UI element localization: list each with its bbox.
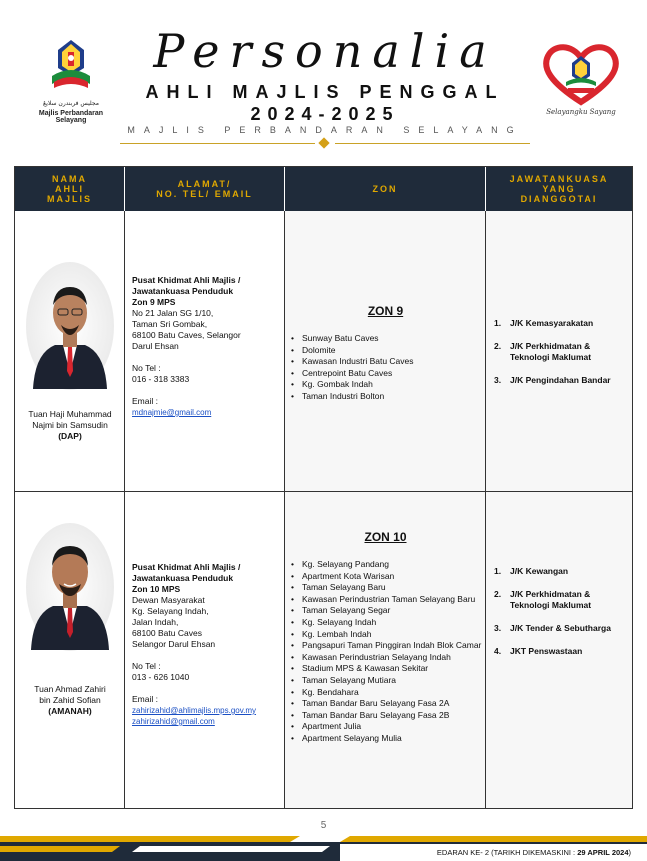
member-portrait-icon: [25, 261, 115, 391]
header-jawatankuasa-label: JAWATANKUASA YANG DIANGGOTAI: [509, 174, 609, 204]
committee-cell: [486, 492, 632, 808]
committee-number: 1.: [494, 318, 502, 328]
list-item: • Taman Selayang Baru: [291, 582, 483, 594]
zone-title: ZON 10: [364, 530, 407, 544]
email-link[interactable]: zahirizahid@ahlimajlis.mps.gov.my: [132, 706, 257, 715]
page-number: 5: [320, 820, 327, 831]
email-label: Email :: [132, 694, 158, 704]
address-line: No 21 Jalan SG 1/10,: [132, 308, 214, 318]
address-block: [132, 562, 282, 727]
spacer: [132, 352, 282, 363]
office-line: Zon 10 MPS: [132, 584, 181, 594]
address-line: Kg. Selayang Indah,: [132, 606, 209, 616]
member-portrait-icon: [25, 522, 115, 652]
tel-number: 016 - 318 3383: [132, 374, 190, 384]
list-item: • Pangsapuri Taman Pinggiran Indah Blok Camar: [291, 640, 483, 652]
tel-number: 013 - 626 1040: [132, 672, 190, 682]
member-name: [15, 684, 125, 717]
address-line: 68100 Batu Caves: [132, 628, 202, 638]
header-jawatankuasa: [486, 167, 632, 211]
member-party: (AMANAH): [48, 706, 92, 716]
email-label: Email :: [132, 396, 158, 406]
header-zon-label: ZON: [372, 184, 398, 194]
edition-note: [437, 848, 631, 857]
spacer: [132, 683, 282, 694]
address-line: Dewan Masyarakat: [132, 595, 205, 605]
address-line: Taman Sri Gombak,: [132, 319, 208, 329]
committee-label: JKT Penswastaan: [510, 646, 583, 656]
tel-label: No Tel :: [132, 363, 161, 373]
header-nama: [15, 167, 125, 211]
mps-logo: [26, 38, 116, 124]
header-zon: [285, 167, 486, 211]
list-item: • Kg. Selayang Pandang: [291, 559, 483, 571]
email-link[interactable]: mdnajmie@gmail.com: [132, 408, 212, 417]
list-item: • Kg. Gombak Indah: [291, 379, 483, 391]
office-line: Pusat Khidmat Ahli Majlis /: [132, 562, 241, 572]
list-item: • Apartment Selayang Mulia: [291, 733, 483, 745]
title-ahli-majlis: AHLI MAJLIS PENGGAL: [145, 82, 505, 102]
office-line: Jawatankuasa Penduduk: [132, 286, 234, 296]
list-item: [494, 318, 628, 329]
table-header: [15, 167, 632, 211]
edition-close: ): [628, 848, 631, 857]
committee-number: 1.: [494, 566, 502, 576]
zone-cell: [285, 211, 486, 491]
list-item: [494, 623, 628, 634]
committee-number: 4.: [494, 646, 502, 656]
member-name-line2: Najmi bin Samsudin: [32, 420, 108, 430]
mps-name: Majlis Perbandaran Selayang: [38, 110, 104, 124]
document-header: [0, 0, 647, 160]
mps-emblem-icon: [48, 38, 94, 96]
title-council-name: MAJLIS PERBANDARAN SELAYANG: [127, 125, 523, 135]
list-item: • Taman Bandar Baru Selayang Fasa 2B: [291, 710, 483, 722]
title-rule-left: [120, 143, 315, 144]
committee-number: 3.: [494, 623, 502, 633]
zone-area-list: [291, 559, 483, 745]
office-line: Jawatankuasa Penduduk: [132, 573, 234, 583]
edition-text: EDARAN KE- 2 (TARIKH DIKEMASKINI :: [436, 848, 578, 857]
address-line: Jalan Indah,: [132, 617, 179, 627]
list-item: • Taman Selayang Mutiara: [291, 675, 483, 687]
list-item: [494, 566, 628, 577]
member-name-line2: bin Zahid Sofian: [39, 695, 101, 705]
title-block: [120, 18, 530, 158]
member-name: [15, 409, 125, 442]
zone-title: ZON 9: [367, 304, 404, 318]
member-name-line1: Tuan Haji Muhammad: [28, 409, 112, 419]
address-cell: [125, 492, 285, 808]
committee-cell: [486, 211, 632, 491]
committee-label: J/K Tender & Sebutharga: [510, 623, 611, 633]
list-item: • Kg. Selayang Indah: [291, 617, 483, 629]
spacer: [132, 385, 282, 396]
committee-number: 2.: [494, 589, 502, 599]
member-name-line1: Tuan Ahmad Zahiri: [34, 684, 106, 694]
list-item: • Kawasan Perindustrian Selayang Indah: [291, 652, 483, 664]
list-item: • Kawasan Perindustrian Taman Selayang Baru: [291, 594, 483, 606]
table-row: [15, 211, 632, 492]
list-item: [494, 341, 628, 363]
header-alamat: [125, 167, 285, 211]
list-item: • Taman Industri Bolton: [291, 391, 483, 403]
title-diamond-icon: [318, 137, 329, 148]
address-line: 68100 Batu Caves, Selangor: [132, 330, 241, 340]
office-line: Pusat Khidmat Ahli Majlis /: [132, 275, 241, 285]
list-item: • Apartment Kota Warisan: [291, 571, 483, 583]
committee-list: [494, 318, 628, 398]
list-item: • Kg. Lembah Indah: [291, 629, 483, 641]
email-link[interactable]: zahirizahid@gmail.com: [132, 717, 215, 726]
spacer: [132, 650, 282, 661]
title-rule-right: [335, 143, 530, 144]
member-party: (DAP): [58, 431, 82, 441]
committee-label: J/K Perkhidmatan & Teknologi Maklumat: [510, 589, 592, 610]
committee-label: J/K Pengindahan Bandar: [510, 375, 611, 385]
address-line: Selangor Darul Ehsan: [132, 639, 216, 649]
edition-date: 29 APRIL 2024: [577, 848, 629, 857]
committee-label: J/K Perkhidmatan & Teknologi Maklumat: [510, 341, 592, 362]
tel-label: No Tel :: [132, 661, 161, 671]
list-item: • Stadium MPS & Kawasan Sekitar: [291, 663, 483, 675]
selayangku-sayang-logo: [536, 42, 626, 128]
committee-label: J/K Kemasyarakatan: [510, 318, 594, 328]
table-row: [15, 492, 632, 808]
committee-number: 3.: [494, 375, 502, 385]
heart-emblem-icon: [540, 42, 622, 106]
committee-label: J/K Kewangan: [510, 566, 569, 576]
zone-area-list: [291, 333, 483, 403]
list-item: • Apartment Julia: [291, 721, 483, 733]
title-personalia: Personalia: [153, 24, 497, 78]
slogan-text: Selayangku Sayang: [546, 108, 616, 116]
address-block: [132, 275, 282, 418]
list-item: • Dolomite: [291, 345, 483, 357]
committee-list: [494, 566, 628, 669]
office-line: Zon 9 MPS: [132, 297, 176, 307]
title-term-years: 2024-2025: [250, 104, 400, 124]
zone-cell: [285, 492, 486, 808]
header-nama-label: NAMA AHLI MAJLIS: [46, 174, 92, 204]
member-cell: [15, 211, 125, 491]
list-item: • Taman Selayang Segar: [291, 605, 483, 617]
list-item: [494, 589, 628, 611]
address-cell: [125, 211, 285, 491]
mps-name-jawi: مجليس فربندرن سلايڠ: [43, 100, 99, 107]
list-item: • Centrepoint Batu Caves: [291, 368, 483, 380]
list-item: • Sunway Batu Caves: [291, 333, 483, 345]
list-item: • Kawasan Industri Batu Caves: [291, 356, 483, 368]
list-item: • Taman Bandar Baru Selayang Fasa 2A: [291, 698, 483, 710]
council-members-table: [14, 166, 633, 809]
committee-number: 2.: [494, 341, 502, 351]
list-item: [494, 375, 628, 386]
member-cell: [15, 492, 125, 808]
list-item: [494, 646, 628, 657]
list-item: • Kg. Bendahara: [291, 687, 483, 699]
address-line: Darul Ehsan: [132, 341, 179, 351]
header-alamat-label: ALAMAT/ NO. TEL/ EMAIL: [156, 179, 253, 199]
